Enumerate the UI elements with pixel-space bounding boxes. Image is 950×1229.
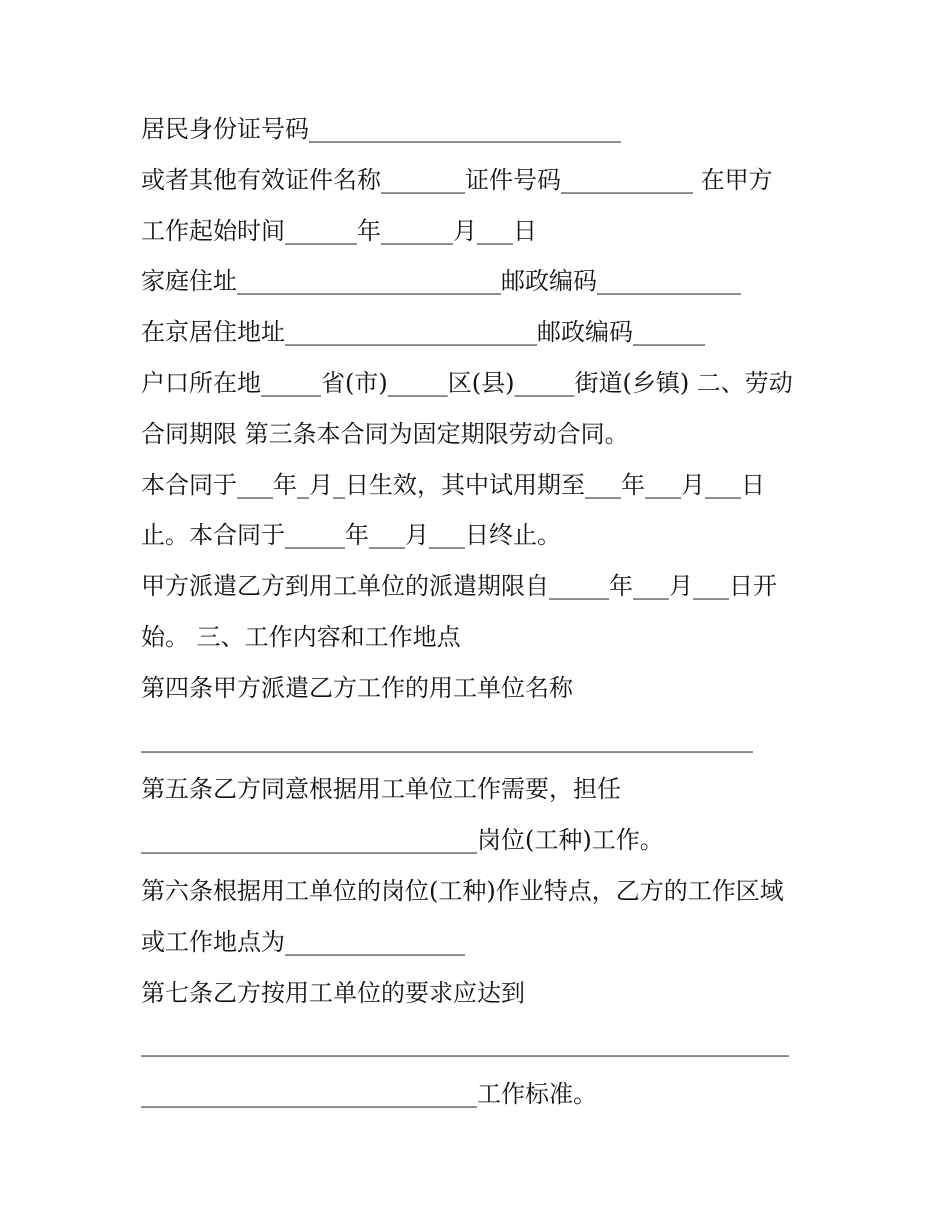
article-six-line: 第六条根据用工单位的岗位(工种)作业特点，乙方的工作区域 (141, 876, 784, 905)
household-registration-line: 户口所在地_____省(市)_____区(县)_____街道(乡镇) 二、劳动 (141, 368, 793, 397)
termination-date-line: 止。本合同于_____年___月___日终止。 (141, 521, 561, 550)
work-start-date-line: 工作起始时间______年______月___日 (141, 216, 537, 245)
effective-date-line: 本合同于___年_月_日生效，其中试用期至___年___月___日 (141, 470, 765, 499)
other-certificate-line: 或者其他有效证件名称_______证件号码___________ 在甲方 (141, 165, 773, 194)
article-seven-line: 第七条乙方按用工单位的要求应达到 (141, 978, 525, 1007)
work-location-line: 或工作地点为_______________ (141, 927, 465, 956)
id-number-line: 居民身份证号码__________________________ (141, 115, 621, 143)
employer-name-blank-line: ___________________________________________________ (141, 724, 753, 753)
work-standard-line: ____________________________工作标准。 (141, 1080, 597, 1109)
beijing-address-line: 在京居住地址_____________________邮政编码______ (141, 318, 705, 347)
work-standard-blank-line: ______________________________________________________ (141, 1029, 789, 1058)
section-three-heading-line: 始。 三、工作内容和工作地点 (141, 622, 461, 651)
home-address-line: 家庭住址______________________邮政编码____________ (141, 267, 741, 296)
article-four-line: 第四条甲方派遣乙方工作的用工单位名称 (141, 673, 573, 702)
article-five-line: 第五条乙方同意根据用工单位工作需要，担任 (141, 775, 621, 804)
position-blank-line: ____________________________岗位(工种)工作。 (141, 826, 664, 855)
dispatch-period-line: 甲方派遣乙方到用工单位的派遣期限自_____年___月___日开 (141, 572, 777, 601)
contract-term-line: 合同期限 第三条本合同为固定期限劳动合同。 (141, 419, 629, 448)
contract-text (141, 104, 821, 1120)
